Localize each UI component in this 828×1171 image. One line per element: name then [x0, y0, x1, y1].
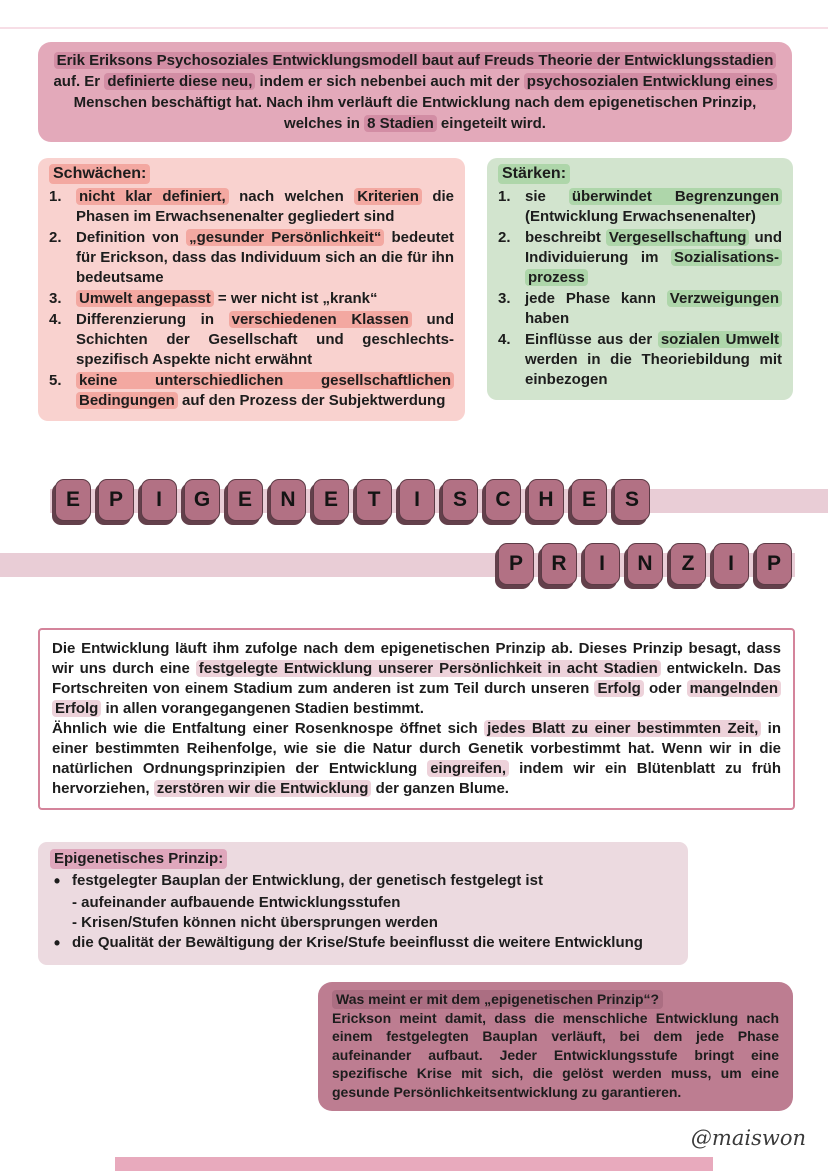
list-number: 5.	[49, 372, 62, 389]
list-item	[498, 289, 782, 329]
question-box-body: Erickson meint damit, dass die menschliche Entwicklung nach einem festgelegten Bauplan verläuft, bei dem jede Phase aufeinander aufbaut. Jeder Entwicklungsstufe bringt eine spezifische Krise mit sich, die gelöst werden muss, um eine gesunde Persönlichkeitsentwicklung zu garantieren.	[332, 1009, 779, 1100]
highlighted-text: sozialen Umwelt	[658, 331, 782, 348]
text: oder	[643, 680, 687, 697]
list-item	[498, 228, 782, 288]
text: = wer nicht ist „krank“	[213, 290, 378, 307]
list-item	[49, 187, 454, 227]
text: und Individuierung im	[525, 229, 782, 266]
letter-tile: E	[55, 479, 91, 521]
text: werden in die Theoriebildung mit einbezogen	[525, 351, 782, 388]
letter-tile: E	[571, 479, 607, 521]
text: auf. Er	[53, 73, 105, 90]
highlighted-text: Bedingungen	[76, 392, 178, 409]
author-signature: @maiswon	[690, 1126, 806, 1150]
text: und Schichten der Gesellschaft und geschlechts-spezifisch Aspekte nicht erwähnt	[76, 311, 454, 368]
highlighted-text: mangelnden Erfolg	[52, 680, 781, 717]
letter-tile: P	[98, 479, 134, 521]
highlighted-text: festgelegte Entwicklung unserer Persönlichkeit in acht Stadien	[196, 660, 661, 677]
principle-explanation-box	[38, 628, 795, 810]
strengths-box	[487, 158, 793, 400]
letter-tile: E	[313, 479, 349, 521]
text: bedeutet für Erickson, dass das Individuum sich an die für ihn bedeutsame	[76, 229, 454, 286]
list-number: 4.	[49, 311, 62, 328]
bullet-icon	[50, 871, 64, 893]
list-item-text	[76, 310, 454, 370]
highlighted-text: zerstören wir die Entwicklung	[154, 780, 372, 797]
highlighted-text: Erik Eriksons Psychosoziales Entwicklungsmodell baut auf Freuds Theorie der Entwicklungsstadien	[54, 52, 777, 69]
intro-line	[52, 113, 778, 134]
list-number: 4.	[498, 331, 511, 348]
text: auf den Prozess der Subjektwerdung	[177, 392, 446, 409]
list-item	[49, 289, 454, 309]
bullet-icon	[50, 933, 64, 955]
letter-tile: S	[442, 479, 478, 521]
letter-tile: R	[541, 543, 577, 585]
principle-summary-title: Epigenetisches Prinzip:	[50, 849, 227, 869]
list-item-text	[525, 228, 782, 288]
highlighted-text: definierte diese neu,	[104, 73, 255, 90]
letter-tile: I	[584, 543, 620, 585]
letter-tile: Z	[670, 543, 706, 585]
highlighted-text: psychosozialen Entwicklung eines	[524, 73, 777, 90]
letter-tile: S	[614, 479, 650, 521]
intro-line	[52, 71, 778, 92]
principle-summary-box	[38, 842, 688, 965]
letter-tile: P	[756, 543, 792, 585]
list-item-text	[76, 289, 454, 309]
text: indem er sich nebenbei auch mit der	[255, 73, 524, 90]
text: Menschen beschäftigt hat. Nach ihm verläuft die Entwicklung nach dem epigenetischen Prinzip,	[73, 94, 757, 111]
list-item	[49, 310, 454, 370]
highlighted-text: keine unterschiedlichen gesellschaftlichen	[76, 372, 454, 389]
list-item	[498, 187, 782, 227]
highlighted-text: Verzweigungen	[667, 290, 782, 307]
letter-tile: P	[498, 543, 534, 585]
strengths-title: Stärken:	[498, 164, 570, 184]
text: beschreibt	[525, 229, 606, 246]
summary-item-text: die Qualität der Bewältigung der Krise/Stufe beeinflusst die weitere Entwicklung	[72, 934, 643, 951]
text: sie	[525, 188, 569, 205]
question-box-title: Was meint er mit dem „epigenetischen Prinzip“?	[332, 990, 663, 1009]
text: eingeteilt wird.	[436, 115, 546, 132]
summary-bullet-item	[50, 871, 676, 893]
list-number: 3.	[49, 290, 62, 307]
letter-tile: I	[399, 479, 435, 521]
list-number: 2.	[49, 229, 62, 246]
text: in einer bestimmten Reihenfolge, wie sie die Natur durch Genetik vorbestimmt hat. Wenn wir in die natürlichen Ordnungsprinzipien der Entwicklung	[52, 720, 782, 777]
highlighted-text: 8 Stadien	[364, 115, 437, 132]
text: welches in	[284, 115, 365, 132]
text: Differenzierung in	[76, 311, 229, 328]
list-item	[49, 371, 454, 411]
summary-bullet-item	[50, 933, 676, 955]
text: die Phasen im Erwachsenenalter gegliedert sind	[76, 188, 454, 225]
list-item-text	[76, 371, 454, 411]
explanation-paragraph	[52, 639, 781, 719]
text: Die Entwicklung läuft ihm zufolge nach dem epigenetischen Prinzip ab. Dieses Prinzip besagt, dass wir uns durch eine	[52, 640, 781, 677]
summary-item-text: - aufeinander aufbauende Entwicklungsstufen	[72, 894, 401, 911]
headline-word-epigenetisches	[55, 479, 650, 521]
headline-word-prinzip	[498, 543, 792, 585]
intro-line	[52, 92, 778, 113]
highlighted-text: nicht klar definiert,	[76, 188, 229, 205]
list-item-text	[76, 187, 454, 227]
letter-tile: T	[356, 479, 392, 521]
text: der ganzen Blume.	[371, 780, 509, 797]
letter-tile: G	[184, 479, 220, 521]
explanation-paragraph	[52, 719, 781, 799]
text: Definition von	[76, 229, 187, 246]
highlighted-text: jedes Blatt zu einer bestimmten Zeit,	[484, 720, 761, 737]
text: Einflüsse aus der	[525, 331, 658, 348]
list-item	[49, 228, 454, 288]
list-number: 1.	[498, 188, 511, 205]
highlighted-text: Erfolg	[594, 680, 643, 697]
weaknesses-title: Schwächen:	[49, 164, 150, 184]
letter-tile: I	[713, 543, 749, 585]
text: in allen vorangegangenen Stadien bestimmt.	[101, 700, 424, 717]
letter-tile: I	[141, 479, 177, 521]
text: haben	[525, 310, 570, 327]
highlighted-text: Vergesellschaftung	[606, 229, 750, 246]
summary-dash-item	[50, 893, 676, 913]
letter-tile: N	[270, 479, 306, 521]
letter-tile: C	[485, 479, 521, 521]
text: indem wir ein Blütenblatt zu früh hervorziehen,	[52, 760, 781, 797]
list-number: 3.	[498, 290, 511, 307]
footer-bar	[115, 1157, 713, 1171]
summary-item-text: festgelegter Bauplan der Entwicklung, der genetisch festgelegt ist	[72, 872, 543, 889]
list-item-text	[76, 228, 454, 288]
text: jede Phase kann	[525, 290, 667, 307]
question-box	[318, 982, 793, 1111]
highlighted-text: eingreifen,	[427, 760, 509, 777]
text: (Entwicklung Erwachsenenalter)	[525, 208, 756, 225]
text: entwickeln. Das Fortschreiten von einem Stadium zum anderen ist zum Teil durch unseren	[52, 660, 781, 697]
text: Ähnlich wie die Entfaltung einer Rosenknospe öffnet sich	[52, 720, 485, 737]
letter-tile: H	[528, 479, 564, 521]
list-item-text	[525, 289, 782, 329]
highlighted-text: Kriterien	[354, 188, 422, 205]
list-item-text	[525, 330, 782, 390]
list-item	[498, 330, 782, 390]
letter-tile: N	[627, 543, 663, 585]
intro-box	[38, 42, 792, 142]
highlighted-text: Umwelt angepasst	[76, 290, 214, 307]
summary-item-text: - Krisen/Stufen können nicht übersprungen werden	[72, 914, 438, 931]
list-item-text	[525, 187, 782, 227]
highlighted-text: Sozialisations-prozess	[525, 249, 782, 286]
letter-tile: E	[227, 479, 263, 521]
list-number: 2.	[498, 229, 511, 246]
text: nach welchen	[228, 188, 355, 205]
weaknesses-box	[38, 158, 465, 421]
highlighted-text: verschiedenen Klassen	[229, 311, 412, 328]
highlighted-text: „gesunder Persönlichkeit“	[186, 229, 384, 246]
intro-line	[52, 50, 778, 71]
summary-dash-item	[50, 913, 676, 933]
top-divider-line	[0, 27, 828, 29]
list-number: 1.	[49, 188, 62, 205]
highlighted-text: überwindet Begrenzungen	[569, 188, 782, 205]
